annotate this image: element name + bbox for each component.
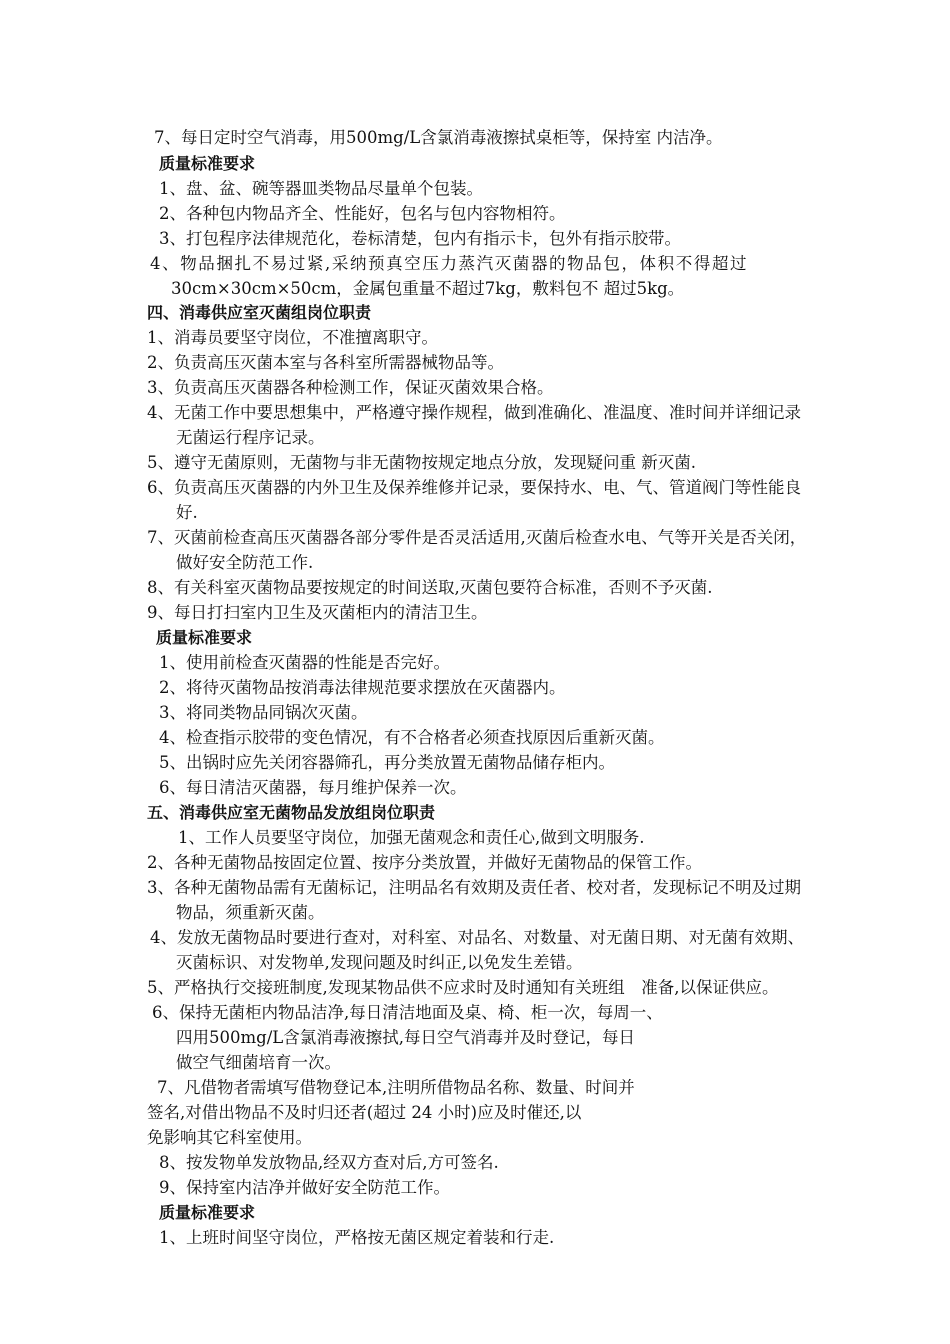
text-line: 4、物品捆扎不易过紧,采纳预真空压力蒸汽灭菌器的物品包，体积不得超过 — [150, 254, 749, 273]
text-line: 2、将待灭菌物品按消毒法律规范要求摆放在灭菌器内。 — [159, 678, 566, 697]
text-line: 签名,对借出物品不及时归还者(超过 24 小时)应及时催还,以 — [147, 1103, 582, 1122]
text-line: 5、严格执行交接班制度,发现某物品供不应求时及时通知有关班组 准备,以保证供应。 — [147, 978, 779, 997]
text-line: 1、消毒员要坚守岗位，不准擅离职守。 — [147, 328, 438, 347]
text-line: 免影响其它科室使用。 — [147, 1128, 312, 1147]
text-line: 物品，须重新灭菌。 — [176, 903, 325, 922]
text-line: 4、发放无菌物品时要进行查对，对科室、对品名、对数量、对无菌日期、对无菌有效期、 — [150, 928, 804, 947]
text-line: 8、有关科室灭菌物品要按规定的时间送取,灭菌包要符合标准，否则不予灭菌. — [147, 578, 713, 597]
text-line: 2、各种包内物品齐全、性能好，包名与包内容物相符。 — [159, 204, 566, 223]
text-line: 3、负责高压灭菌器各种检测工作，保证灭菌效果合格。 — [147, 378, 554, 397]
section-heading: 四、消毒供应室灭菌组岗位职责 — [147, 303, 372, 322]
section-subheading: 质量标准要求 — [159, 154, 256, 173]
text-line: 3、打包程序法律规范化，卷标清楚，包内有指示卡，包外有指示胶带。 — [159, 229, 681, 248]
text-line: 4、无菌工作中要思想集中，严格遵守操作规程，做到准确化、准温度、准时间并详细记录 — [147, 403, 801, 422]
text-line: 好. — [176, 503, 198, 522]
text-line: 30cm×30cm×50cm，金属包重量不超过7kg，敷料包不 超过5kg。 — [171, 279, 685, 298]
text-line: 9、保持室内洁净并做好安全防范工作。 — [159, 1178, 450, 1197]
section-heading: 五、消毒供应室无菌物品发放组岗位职责 — [147, 803, 436, 822]
text-line: 3、各种无菌物品需有无菌标记，注明品名有效期及责任者、校对者，发现标记不明及过期 — [147, 878, 801, 897]
text-line: 8、按发物单发放物品,经双方查对后,方可签名. — [159, 1153, 499, 1172]
text-line: 灭菌标识、对发物单,发现问题及时纠正,以免发生差错。 — [176, 953, 583, 972]
text-line: 无菌运行程序记录。 — [176, 428, 325, 447]
text-line: 1、使用前检查灭菌器的性能是否完好。 — [159, 653, 450, 672]
text-line: 1、工作人员要坚守岗位，加强无菌观念和责任心,做到文明服务. — [178, 828, 645, 847]
text-line: 7、灭菌前检查高压灭菌器各部分零件是否灵活适用,灭菌后检查水电、气等开关是否关闭， — [147, 528, 807, 547]
text-line: 做空气细菌培育一次。 — [176, 1053, 341, 1072]
text-line: 7、每日定时空气消毒，用500mg/L含氯消毒液擦拭桌柜等，保持室 内洁净。 — [154, 128, 723, 147]
section-subheading: 质量标准要求 — [156, 628, 253, 647]
text-line: 3、将同类物品同锅次灭菌。 — [159, 703, 368, 722]
text-line: 5、遵守无菌原则，无菌物与非无菌物按规定地点分放，发现疑问重 新灭菌. — [147, 453, 696, 472]
text-line: 6、每日清洁灭菌器，每月维护保养一次。 — [159, 778, 467, 797]
text-line: 1、上班时间坚守岗位，严格按无菌区规定着装和行走. — [159, 1228, 555, 1247]
text-line: 6、负责高压灭菌器的内外卫生及保养维修并记录，要保持水、电、气、管道阀门等性能良 — [147, 478, 801, 497]
section-subheading: 质量标准要求 — [159, 1203, 256, 1222]
text-line: 2、负责高压灭菌本室与各科室所需器械物品等。 — [147, 353, 504, 372]
text-line: 7、凡借物者需填写借物登记本,注明所借物品名称、数量、时间并 — [157, 1078, 635, 1097]
text-line: 做好安全防范工作. — [176, 553, 314, 572]
text-line: 2、各种无菌物品按固定位置、按序分类放置，并做好无菌物品的保管工作。 — [147, 853, 702, 872]
text-line: 4、检查指示胶带的变色情况，有不合格者必须查找原因后重新灭菌。 — [159, 728, 665, 747]
text-line: 6、保持无菌柜内物品洁净,每日清洁地面及桌、椅、柜一次，每周一、 — [152, 1003, 663, 1022]
text-line: 5、出锅时应先关闭容器筛孔，再分类放置无菌物品储存柜内。 — [159, 753, 615, 772]
text-line: 1、盘、盆、碗等器皿类物品尽量单个包装。 — [159, 179, 483, 198]
text-line: 9、每日打扫室内卫生及灭菌柜内的清洁卫生。 — [147, 603, 488, 622]
text-line: 四用500mg/L含氯消毒液擦拭,每日空气消毒并及时登记，每日 — [176, 1028, 635, 1047]
